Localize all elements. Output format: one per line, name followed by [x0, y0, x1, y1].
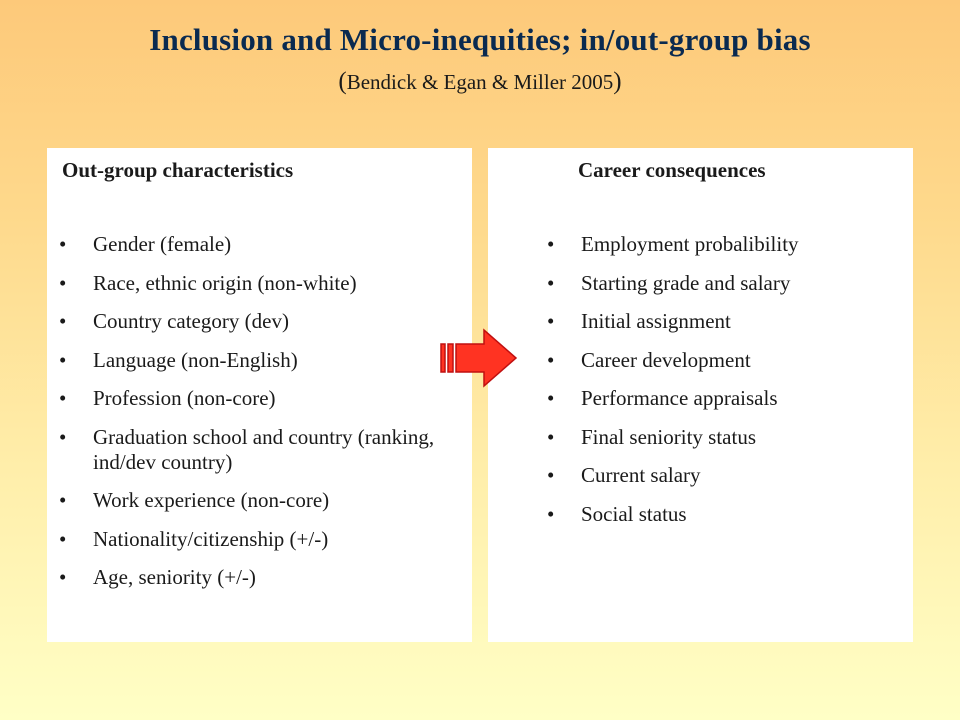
subtitle-close-paren: ) — [613, 68, 622, 95]
career-consequences-list — [547, 232, 907, 540]
list-item: • Final seniority status — [547, 425, 907, 450]
out-group-heading: Out-group characteristics — [62, 158, 294, 182]
career-consequences-heading: Career consequences — [578, 158, 766, 182]
list-item: • Work experience (non-core) — [59, 488, 469, 513]
list-item: • Starting grade and salary — [547, 271, 907, 296]
list-item: • Initial assignment — [547, 309, 907, 334]
slide-subtitle — [0, 68, 960, 96]
list-item: • Nationality/citizenship (+/-) — [59, 527, 469, 552]
slide-title: Inclusion and Micro-inequities; in/out-group bias — [149, 22, 811, 57]
career-consequences-panel — [488, 148, 913, 642]
list-item: • Race, ethnic origin (non-white) — [59, 271, 469, 296]
list-item: • Language (non-English) — [59, 348, 469, 373]
out-group-panel — [47, 148, 472, 642]
arrow-right-icon — [440, 328, 520, 388]
list-item: • Age, seniority (+/-) — [59, 565, 469, 590]
list-item: • Performance appraisals — [547, 386, 907, 411]
out-group-list — [59, 232, 469, 604]
list-item: • Career development — [547, 348, 907, 373]
list-item: • Profession (non-core) — [59, 386, 469, 411]
list-item: • Employment probalibility — [547, 232, 907, 257]
list-item: • Country category (dev) — [59, 309, 469, 334]
list-item: • Graduation school and country (ranking, ind/dev country) — [59, 425, 469, 475]
list-item: • Gender (female) — [59, 232, 469, 257]
list-item: • Current salary — [547, 463, 907, 488]
subtitle-citation: Bendick & Egan & Miller 2005 — [346, 70, 614, 94]
list-item: • Social status — [547, 502, 907, 527]
subtitle-open-paren: ( — [338, 68, 347, 95]
